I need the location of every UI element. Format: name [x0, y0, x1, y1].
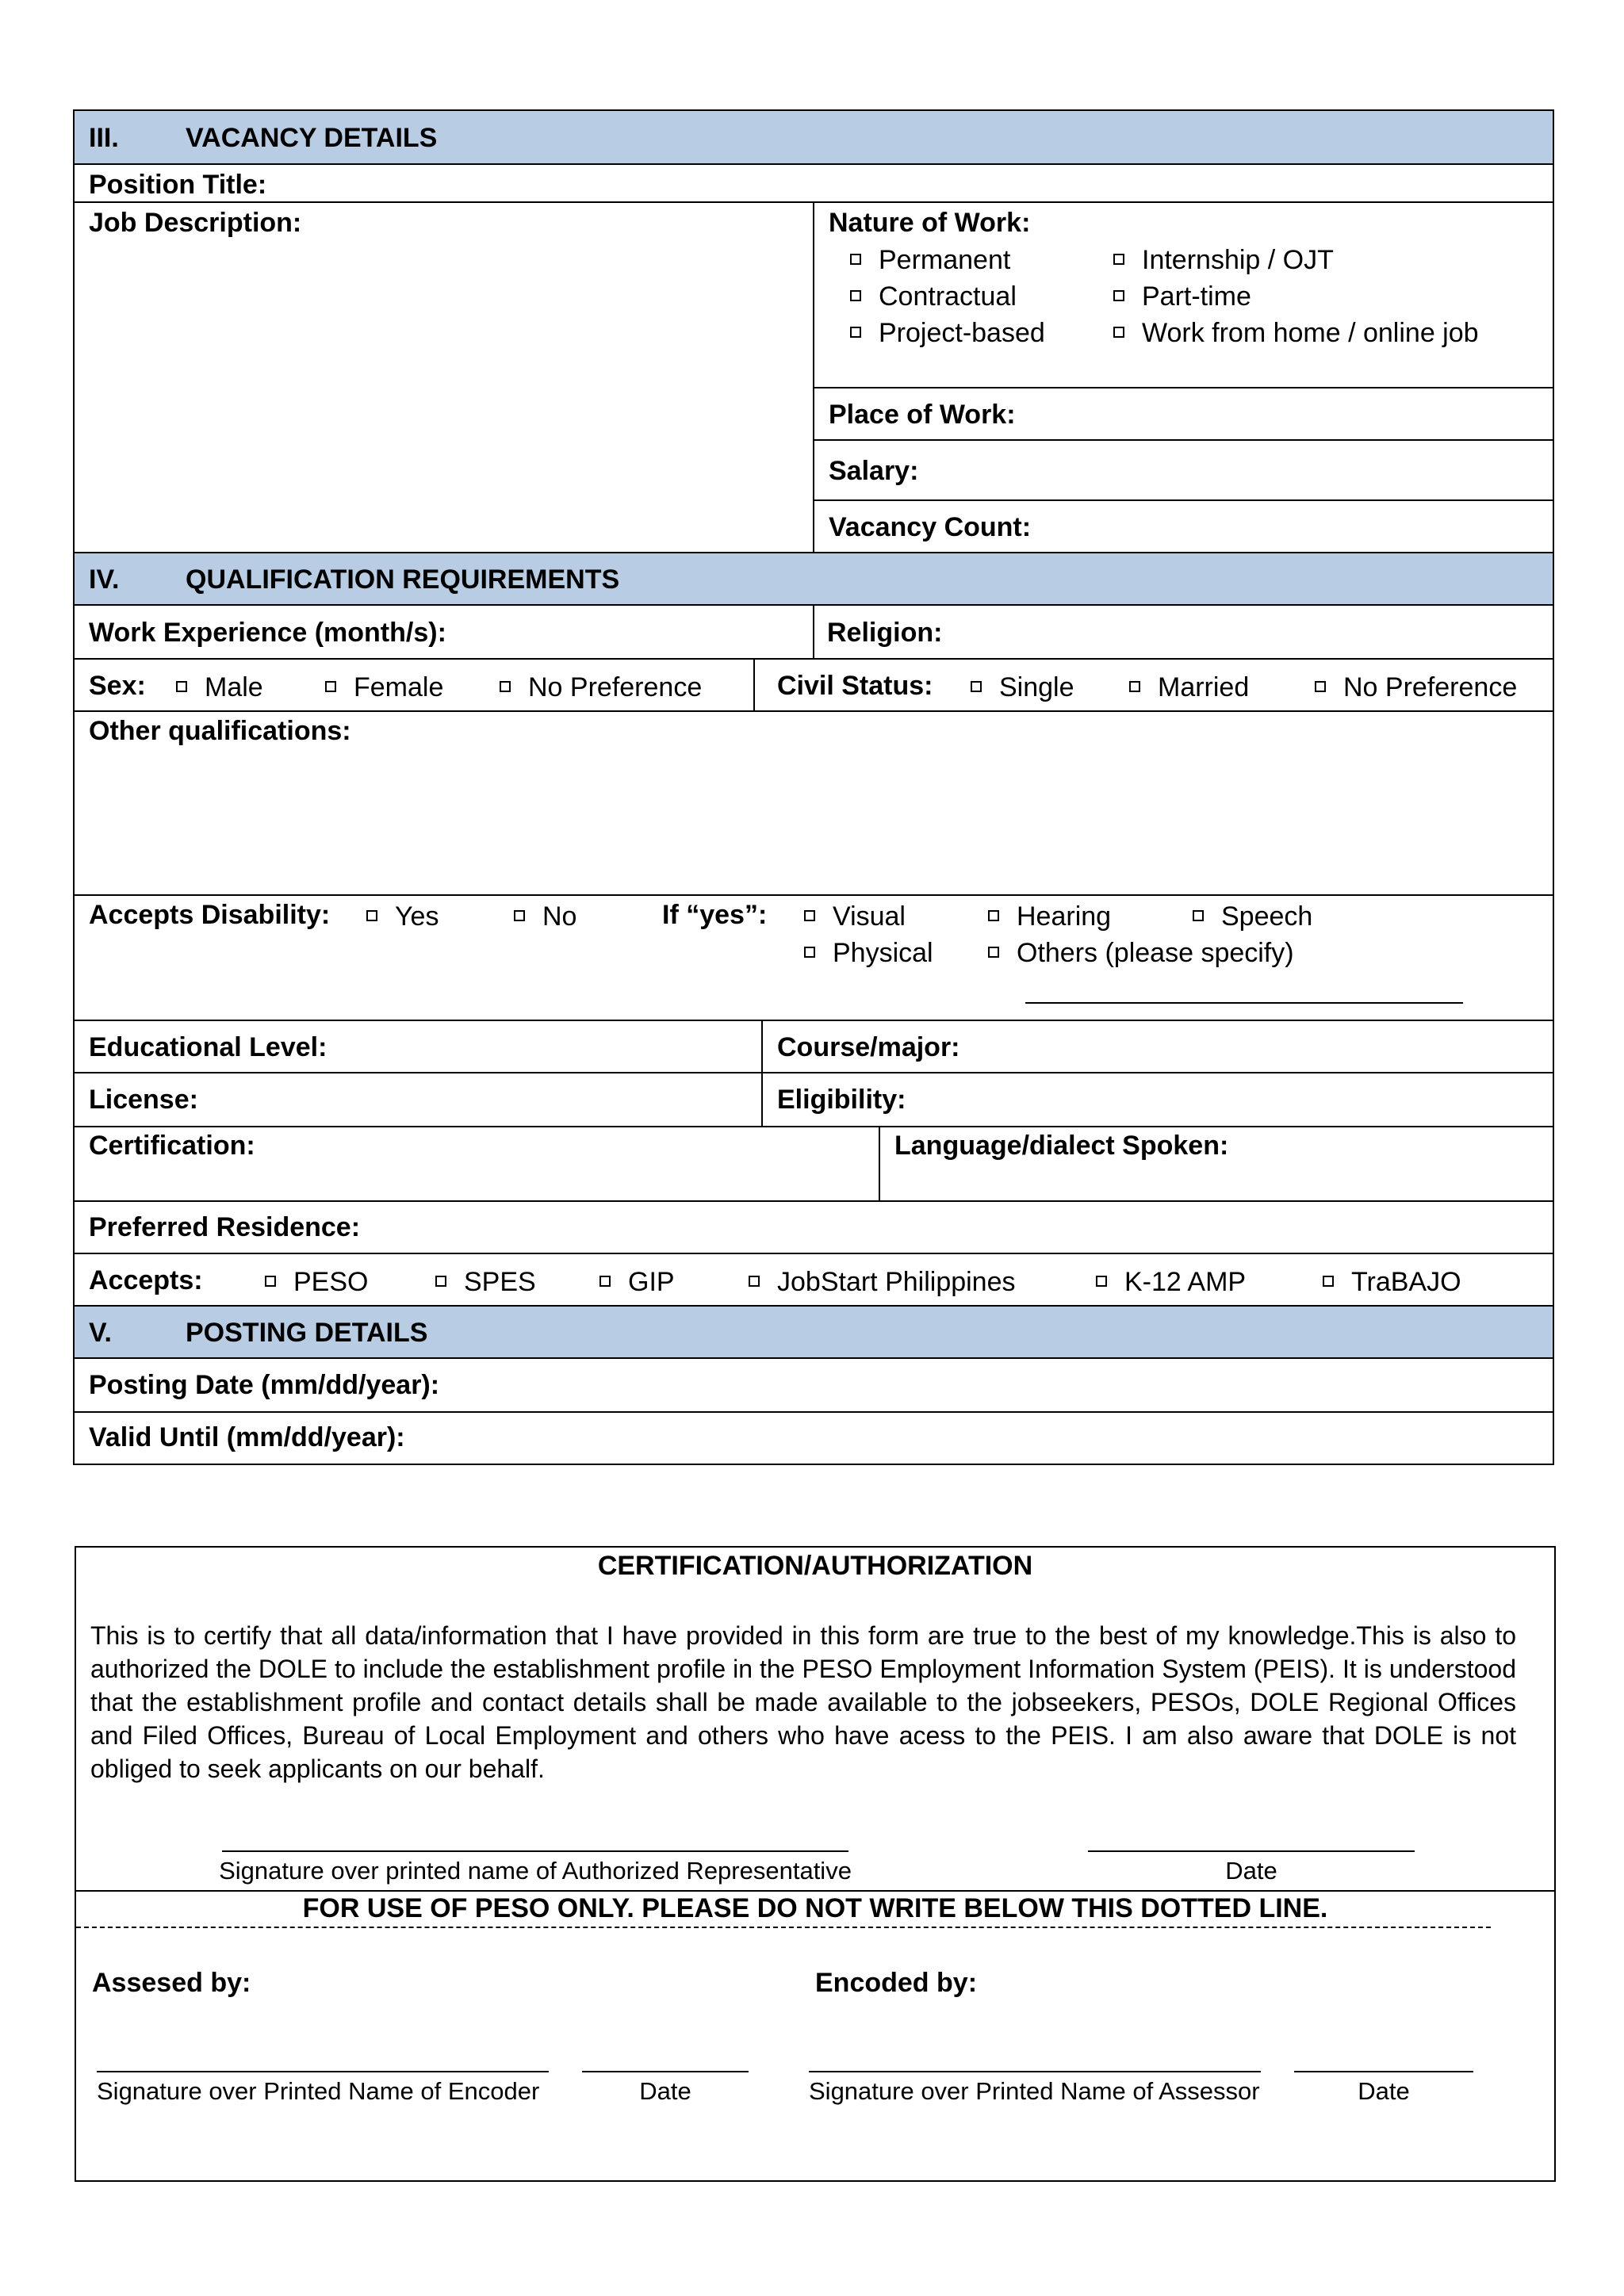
other-qualifications-label: Other qualifications: [89, 716, 351, 746]
disability-visual-option[interactable]: Visual [804, 901, 906, 932]
section-iii-number: III. [89, 123, 119, 153]
accepts-trabajo-option[interactable]: TraBAJO [1323, 1267, 1461, 1298]
checkbox[interactable] [1113, 254, 1124, 265]
job-description-label: Job Description: [89, 208, 302, 238]
checkbox[interactable] [850, 254, 861, 265]
section-iv-number: IV. [89, 564, 120, 595]
checkbox[interactable] [971, 681, 982, 692]
accepts-peso-option[interactable]: PESO [265, 1267, 368, 1298]
religion-label: Religion: [827, 618, 943, 648]
salary-label: Salary: [829, 456, 919, 486]
checkbox[interactable] [1323, 1276, 1334, 1287]
checkbox[interactable] [1113, 327, 1124, 338]
other-qualifications-field[interactable] [79, 749, 1546, 892]
certification-title: CERTIFICATION/AUTHORIZATION [597, 1551, 1033, 1581]
checkbox[interactable] [1113, 290, 1124, 301]
nature-of-work-label: Nature of Work: [829, 208, 1031, 238]
posting-date-label: Posting Date (mm/dd/year): [89, 1370, 440, 1400]
preferred-residence-label: Preferred Residence: [89, 1212, 361, 1242]
encoder-signature-line[interactable] [97, 2071, 549, 2072]
assessor-date-line[interactable] [1294, 2071, 1473, 2072]
checkbox[interactable] [1193, 910, 1204, 921]
sex-no-preference-option[interactable]: No Preference [500, 672, 702, 703]
educational-level-label: Educational Level: [89, 1032, 327, 1062]
encoder-signature-label: Signature over Printed Name of Encoder [97, 2077, 540, 2105]
accepts-jobstart-option[interactable]: JobStart Philippines [749, 1267, 1016, 1298]
disability-speech-option[interactable]: Speech [1193, 901, 1312, 932]
place-of-work-label: Place of Work: [829, 400, 1016, 430]
accepts-gip-option[interactable]: GIP [599, 1267, 675, 1298]
disability-others-option[interactable]: Others (please specify) [988, 938, 1294, 969]
disability-physical-option[interactable]: Physical [804, 938, 933, 969]
encoder-date-line[interactable] [582, 2071, 749, 2072]
section-iii-title: VACANCY DETAILS [186, 123, 438, 153]
assessor-signature-label: Signature over Printed Name of Assessor [809, 2077, 1260, 2105]
checkbox[interactable] [804, 910, 815, 921]
civil-no-preference-option[interactable]: No Preference [1315, 672, 1517, 703]
encoded-by-label: Encoded by: [815, 1968, 978, 1998]
work-experience-label: Work Experience (month/s): [89, 618, 446, 648]
position-title-field[interactable] [270, 166, 1538, 200]
assessed-by-label: Assesed by: [92, 1968, 251, 1998]
accepts-k12-option[interactable]: K-12 AMP [1096, 1267, 1246, 1298]
checkbox[interactable] [599, 1276, 611, 1287]
checkbox[interactable] [325, 681, 336, 692]
dotted-line [76, 1927, 1491, 1928]
checkbox[interactable] [176, 681, 187, 692]
assessor-date-label: Date [1358, 2077, 1410, 2105]
nature-contractual-option[interactable]: Contractual [850, 281, 1017, 312]
license-label: License: [89, 1085, 198, 1115]
accepts-disability-label: Accepts Disability: [89, 900, 331, 930]
checkbox[interactable] [514, 910, 525, 921]
civil-single-option[interactable]: Single [971, 672, 1074, 703]
sex-label: Sex: [89, 671, 146, 701]
section-v-number: V. [89, 1318, 113, 1348]
sex-male-option[interactable]: Male [176, 672, 263, 703]
eligibility-label: Eligibility: [777, 1085, 906, 1115]
representative-signature-line[interactable] [222, 1850, 848, 1852]
civil-married-option[interactable]: Married [1129, 672, 1249, 703]
valid-until-label: Valid Until (mm/dd/year): [89, 1422, 405, 1452]
checkbox[interactable] [850, 290, 861, 301]
nature-internship-option[interactable]: Internship / OJT [1113, 245, 1334, 276]
checkbox[interactable] [1315, 681, 1326, 692]
accepts-label: Accepts: [89, 1265, 203, 1295]
peso-only-notice: FOR USE OF PESO ONLY. PLEASE DO NOT WRITE BELOW THIS DOTTED LINE. [302, 1893, 1328, 1923]
civil-status-label: Civil Status: [777, 671, 933, 701]
checkbox[interactable] [1129, 681, 1140, 692]
position-title-label: Position Title: [89, 170, 267, 200]
assessor-signature-line[interactable] [809, 2071, 1261, 2072]
disability-no-option[interactable]: No [514, 901, 576, 932]
job-description-field[interactable] [79, 241, 801, 542]
course-major-label: Course/major: [777, 1032, 960, 1062]
checkbox[interactable] [366, 910, 377, 921]
checkbox[interactable] [988, 910, 999, 921]
representative-signature-label: Signature over printed name of Authorized Representative [219, 1857, 852, 1885]
nature-project-based-option[interactable]: Project-based [850, 318, 1045, 349]
accepts-spes-option[interactable]: SPES [435, 1267, 536, 1298]
encoder-date-label: Date [639, 2077, 691, 2105]
disability-hearing-option[interactable]: Hearing [988, 901, 1111, 932]
date-line[interactable] [1088, 1850, 1415, 1852]
section-v-title: POSTING DETAILS [186, 1318, 428, 1348]
date-label: Date [1225, 1857, 1277, 1885]
vacancy-count-label: Vacancy Count: [829, 512, 1032, 542]
checkbox[interactable] [749, 1276, 760, 1287]
if-yes-label: If “yes”: [662, 900, 768, 930]
checkbox[interactable] [265, 1276, 276, 1287]
valid-until-field[interactable] [444, 1414, 1546, 1462]
certification-label: Certification: [89, 1131, 255, 1161]
certification-paragraph: This is to certify that all data/information that I have provided in this form are true to the best of my knowledge.This is also to authorized the DOLE to include the establishment profile in the PESO Employment Information System (PEIS). It is understood that the establishment profile and contact details shall be made available to the jobseekers, PESOs, DOLE Regional Offices and Filed Offices, Bureau of Local Employment and others who have acess to the PEIS. I am also aware that DOLE is not obliged to seek applicants on our behalf. [90, 1621, 1516, 1783]
section-iv-title: QUALIFICATION REQUIREMENTS [186, 564, 620, 595]
disability-yes-option[interactable]: Yes [366, 901, 439, 932]
checkbox[interactable] [500, 681, 511, 692]
checkbox[interactable] [988, 947, 999, 958]
nature-permanent-option[interactable]: Permanent [850, 245, 1010, 276]
others-specify-line[interactable] [1025, 1002, 1463, 1004]
checkbox[interactable] [1096, 1276, 1107, 1287]
language-label: Language/dialect Spoken: [894, 1131, 1229, 1161]
sex-female-option[interactable]: Female [325, 672, 443, 703]
posting-date-field[interactable] [460, 1360, 1546, 1408]
checkbox[interactable] [804, 947, 815, 958]
nature-wfh-option[interactable]: Work from home / online job [1113, 318, 1479, 349]
nature-part-time-option[interactable]: Part-time [1113, 281, 1251, 312]
checkbox[interactable] [435, 1276, 446, 1287]
checkbox[interactable] [850, 327, 861, 338]
